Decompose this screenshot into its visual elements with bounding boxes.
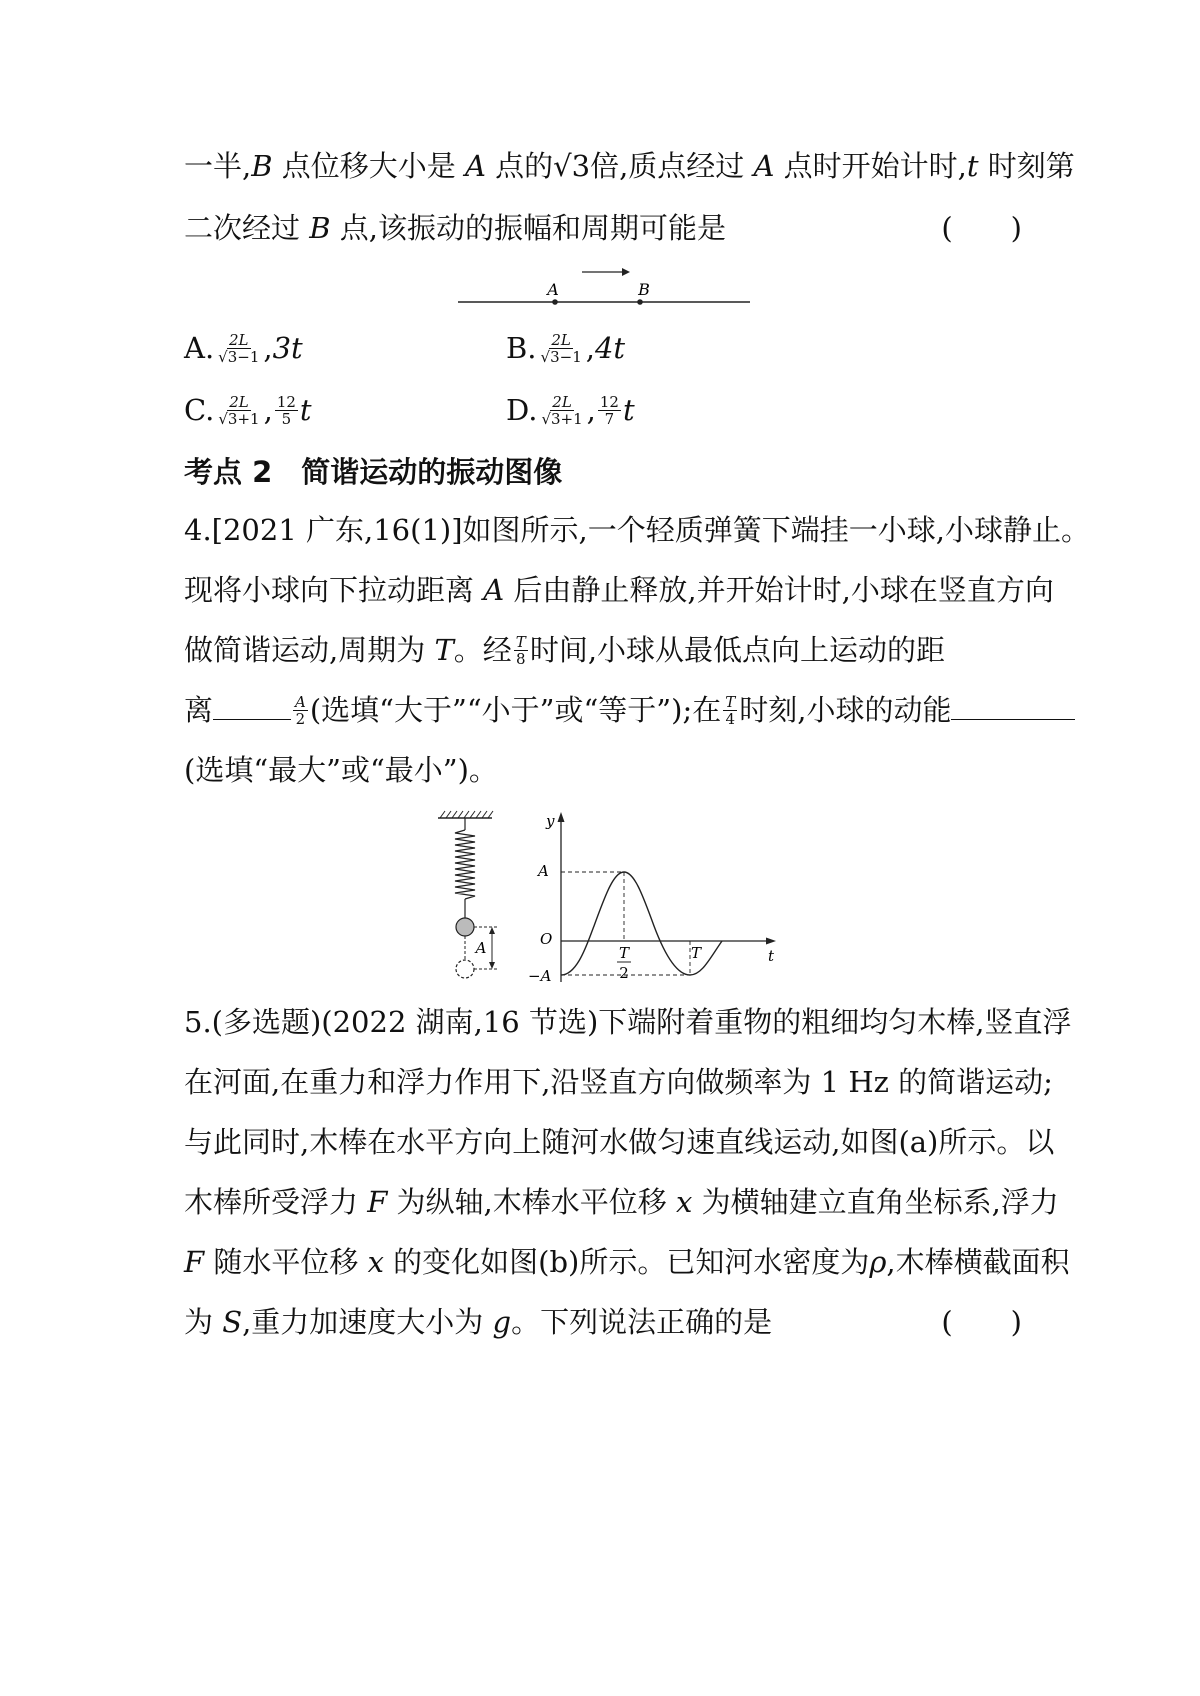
q3-figure xyxy=(450,262,760,312)
q3-point-a xyxy=(552,299,558,305)
q5-line-5: F 随水平位移 x 的变化如图(b)所示。已知河水密度为ρ,木棒横截面积 xyxy=(184,1245,1070,1279)
origin-label: O xyxy=(540,930,553,948)
q4-a-over-2: $\frac{A}{2}$ xyxy=(295,692,306,728)
q5-line-2: 在河面,在重力和浮力作用下,沿竖直方向做频率为 1 Hz 的简谐运动; xyxy=(184,1065,1053,1099)
q4-line-4: 离 $\frac{A}{2}$ (选填“大于”“小于”或“等于”);在 $\frac{T}{4}$ 时刻,小球的动能 xyxy=(184,690,1075,730)
q3-option-a[interactable]: A. $\frac{2L}{√3-1}$ ,3t xyxy=(184,330,303,366)
q4-line-2: 现将小球向下拉动距离 A 后由静止释放,并开始计时,小球在竖直方向 xyxy=(184,573,1054,607)
q4-line-1: 4.[2021 广东,16(1)]如图所示,一个轻质弹簧下端挂一小球,小球静止。 xyxy=(184,513,1090,547)
q3-option-c-fraction-2: $\frac{12}{5}$ xyxy=(276,392,296,428)
q3-option-d[interactable]: D. $\frac{2L}{√3+1}$ , $\frac{12}{7}$ t xyxy=(506,392,635,428)
q3-option-c[interactable]: C. $\frac{2L}{√3+1}$ , $\frac{12}{5}$ t xyxy=(184,392,312,428)
spring-a-label: A xyxy=(475,939,487,957)
q4-line-5: (选填“最大”或“最小”)。 xyxy=(184,753,498,787)
q5-line-6: 为 S,重力加速度大小为 g。下列说法正确的是 xyxy=(184,1305,773,1339)
q3-option-b-fraction: $\frac{2L}{√3-1}$ xyxy=(540,330,582,366)
q3-arrow-head xyxy=(622,268,630,276)
q4-t-over-8: $\frac{T}{8}$ xyxy=(515,632,526,668)
q3-label-a: A xyxy=(547,280,559,299)
q3-option-b[interactable]: B. $\frac{2L}{√3-1}$ ,4t xyxy=(506,330,626,366)
q5-line-1: 5.(多选题)(2022 湖南,16 节选)下端附着重物的粗细均匀木棒,竖直浮 xyxy=(184,1005,1072,1039)
q3-point-b xyxy=(637,299,643,305)
q4-blank-2[interactable] xyxy=(951,693,1075,720)
q3-answer-paren: ( ) xyxy=(941,211,1022,245)
ball-lowest-position xyxy=(456,960,474,978)
q3-label-b: B xyxy=(638,280,650,299)
q4-blank-1[interactable] xyxy=(213,693,291,720)
q3-option-d-fraction: $\frac{2L}{√3+1}$ xyxy=(541,392,583,428)
amplitude-label: A xyxy=(538,862,549,880)
tick-t-half-den: 2 xyxy=(619,964,629,982)
spring xyxy=(455,830,475,899)
q4-t-over-4: $\frac{T}{4}$ xyxy=(725,692,736,728)
ceiling-hatch xyxy=(438,811,493,818)
q5-answer-paren: ( ) xyxy=(941,1305,1022,1339)
section-heading: 考点 2 简谐运动的振动图像 xyxy=(184,455,563,489)
q3-option-a-fraction: $\frac{2L}{√3-1}$ xyxy=(218,330,260,366)
q3-line-2: 二次经过 B 点,该振动的振幅和周期可能是 xyxy=(184,211,726,245)
tick-t-half-num: T xyxy=(618,944,630,962)
q4-figure xyxy=(428,808,788,984)
q5-line-3: 与此同时,木棒在水平方向上随河水做匀速直线运动,如图(a)所示。以 xyxy=(184,1125,1055,1159)
q3-line-1: 一半,B 点位移大小是 A 点的√3倍,质点经过 A 点时开始计时,t 时刻第 xyxy=(184,149,1075,183)
t-axis-label: t xyxy=(768,947,775,965)
q3-option-c-fraction: $\frac{2L}{√3+1}$ xyxy=(218,392,260,428)
tick-t-label: T xyxy=(690,944,702,962)
q3-option-d-fraction-2: $\frac{12}{7}$ xyxy=(599,392,619,428)
ball xyxy=(456,918,474,936)
neg-amplitude-label: −A xyxy=(528,967,552,984)
q4-line-3: 做简谐运动,周期为 T。经 $\frac{T}{8}$ 时间,小球从最低点向上运动的距 xyxy=(184,632,946,668)
q5-line-4: 木棒所受浮力 F 为纵轴,木棒水平位移 x 为横轴建立直角坐标系,浮力 xyxy=(184,1185,1059,1219)
y-axis-label: y xyxy=(546,812,555,830)
